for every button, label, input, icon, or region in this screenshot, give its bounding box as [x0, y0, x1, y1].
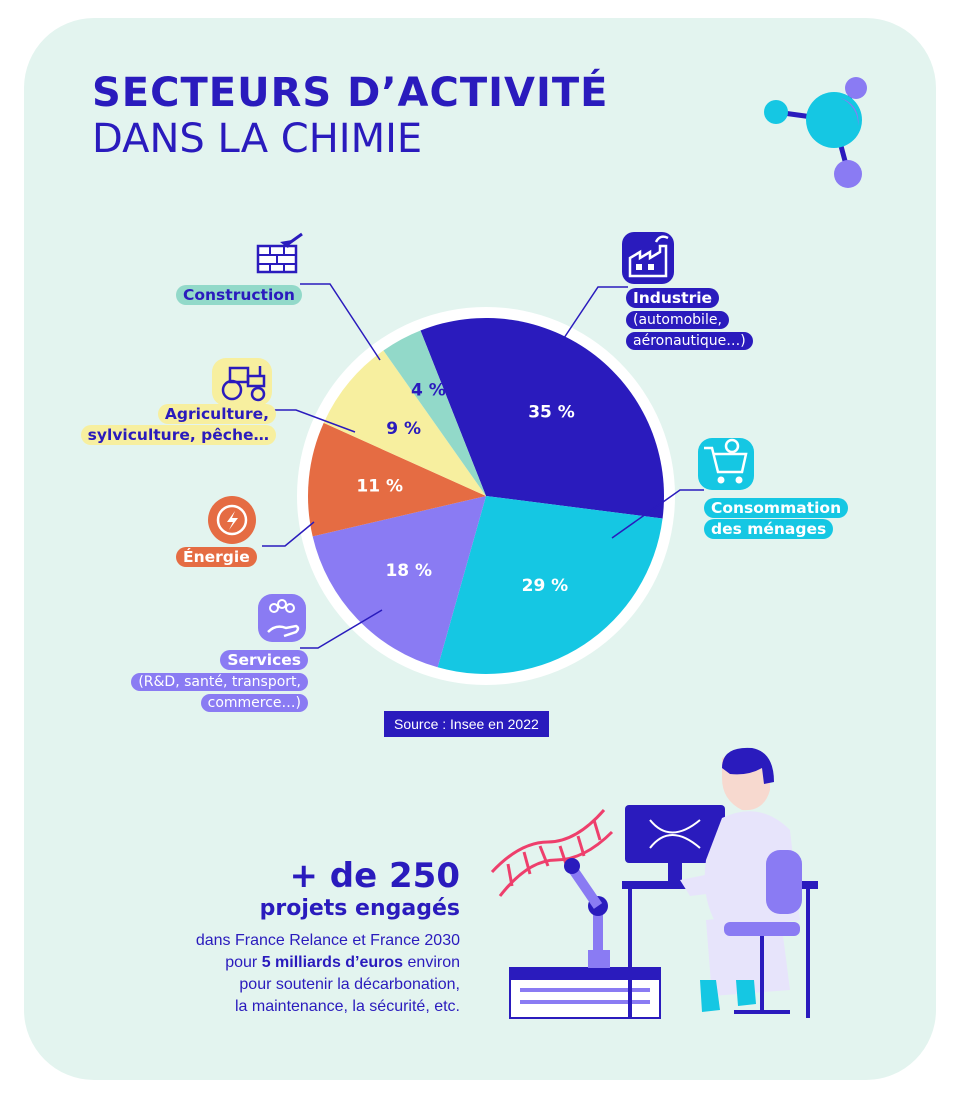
molecule-icon [764, 77, 867, 188]
label-energie: Énergie [176, 547, 257, 568]
pie-value-label-3: 11 % [356, 476, 404, 497]
pie-value-label-0: 35 % [528, 402, 575, 423]
title-line1: SECTEURS D’ACTIVITÉ [92, 70, 609, 116]
pie-value-label-1: 29 % [521, 576, 569, 597]
factory-icon [622, 232, 674, 284]
pie-value-label-5: 4 % [411, 380, 446, 401]
stat-description: dans France Relance et France 2030 pour 5 milliards d’euros environ pour soutenir la décarbonation, la maintenance, la sécurité, etc. [195, 932, 460, 1015]
energy-icon [208, 496, 256, 544]
pie-value-label-4: 9 % [386, 419, 422, 440]
label-industrie: Industrie (automobile, aéronautique…) [626, 288, 753, 351]
title-line2: DANS LA CHIMIE [92, 116, 423, 162]
label-consommation: Consommation des ménages [704, 498, 848, 540]
stat-headline: + de 250 [289, 856, 460, 896]
label-construction: Construction [176, 285, 302, 306]
label-agriculture: Agriculture, sylviculture, pêche… [81, 404, 276, 446]
stat-subheadline: projets engagés [259, 896, 460, 921]
label-services: Services (R&D, santé, transport, commerce…) [131, 650, 308, 713]
source-note: Source : Insee en 2022 [384, 711, 549, 737]
cart-icon [698, 438, 754, 490]
people-hand-icon [258, 594, 306, 642]
pie-slices [308, 318, 664, 674]
tractor-icon [212, 358, 272, 406]
dna-icon [492, 810, 612, 896]
bricks-icon [258, 234, 302, 272]
pie-value-label-2: 18 % [385, 560, 433, 581]
